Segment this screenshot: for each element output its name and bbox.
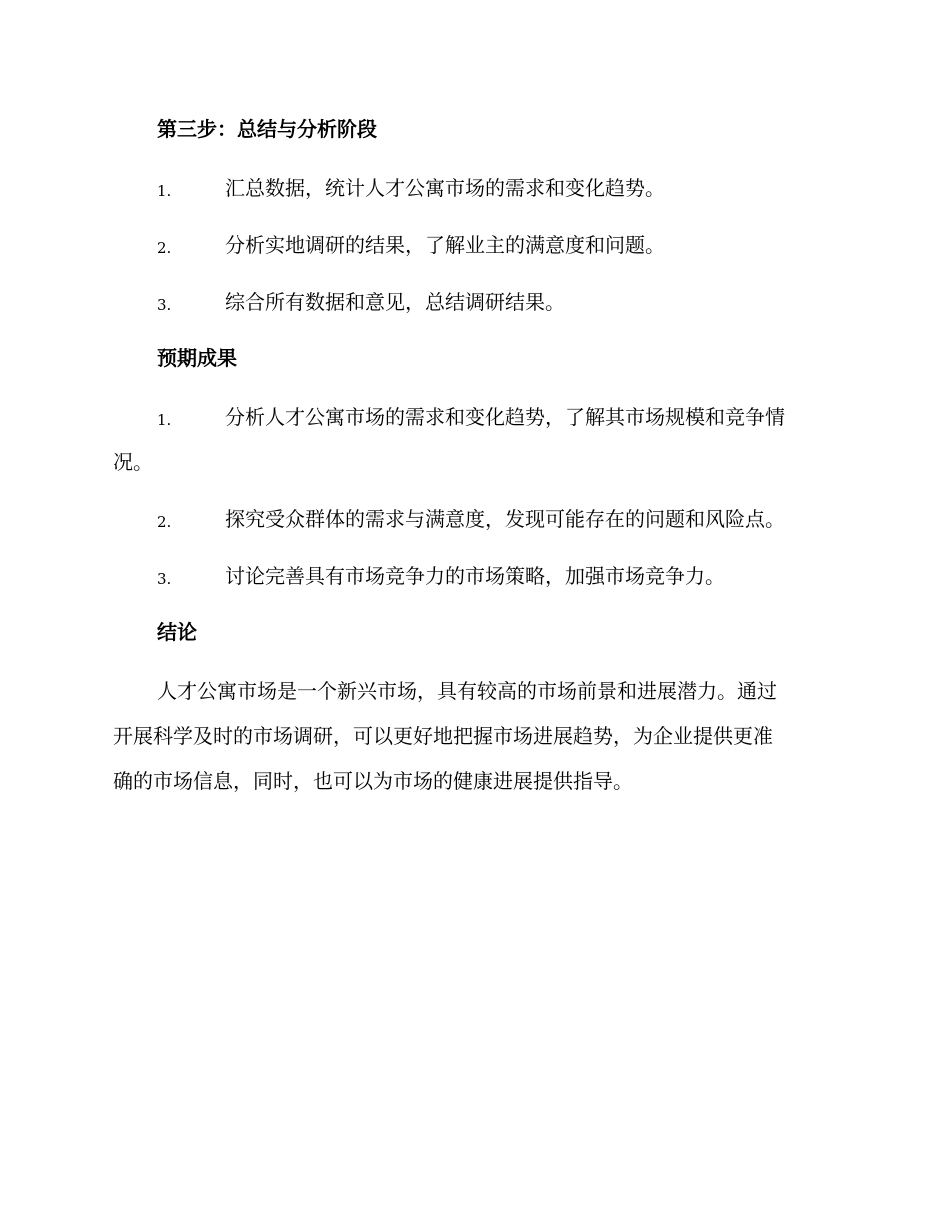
list-item-number: 2. bbox=[157, 239, 172, 257]
list-item-number: 3. bbox=[157, 570, 172, 588]
list-item-text: 分析实地调研的结果，了解业主的满意度和问题。 bbox=[225, 233, 665, 257]
section-heading-outcomes: 预期成果 bbox=[157, 346, 237, 370]
list-item bbox=[0, 233, 950, 263]
list-item-text: 汇总数据，统计人才公寓市场的需求和变化趋势。 bbox=[225, 176, 665, 200]
list-item-number: 1. bbox=[157, 411, 172, 429]
list-item bbox=[0, 290, 950, 320]
list-item-text: 讨论完善具有市场竞争力的市场策略，加强市场竞争力。 bbox=[225, 564, 725, 588]
paragraph-line: 确的市场信息，同时，也可以为市场的健康进展提供指导。 bbox=[113, 769, 633, 793]
list-item bbox=[0, 564, 950, 594]
list-item-number: 1. bbox=[157, 182, 172, 200]
list-item-text: 探究受众群体的需求与满意度，发现可能存在的问题和风险点。 bbox=[225, 507, 785, 531]
list-item-text: 分析人才公寓市场的需求和变化趋势，了解其市场规模和竞争情 bbox=[225, 405, 785, 429]
list-item-number: 2. bbox=[157, 513, 172, 531]
section-heading-conclusion: 结论 bbox=[157, 620, 197, 644]
list-item bbox=[0, 507, 950, 537]
paragraph-line: 人才公寓市场是一个新兴市场，具有较高的市场前景和进展潜力。通过 bbox=[157, 679, 777, 703]
list-item-text: 综合所有数据和意见，总结调研结果。 bbox=[225, 290, 565, 314]
list-item bbox=[0, 405, 950, 435]
list-item-continuation: 况。 bbox=[113, 450, 153, 474]
paragraph-line: 开展科学及时的市场调研，可以更好地把握市场进展趋势，为企业提供更准 bbox=[113, 724, 773, 748]
list-item-number: 3. bbox=[157, 296, 172, 314]
section-heading-step3: 第三步：总结与分析阶段 bbox=[157, 117, 377, 141]
list-item bbox=[0, 176, 950, 206]
